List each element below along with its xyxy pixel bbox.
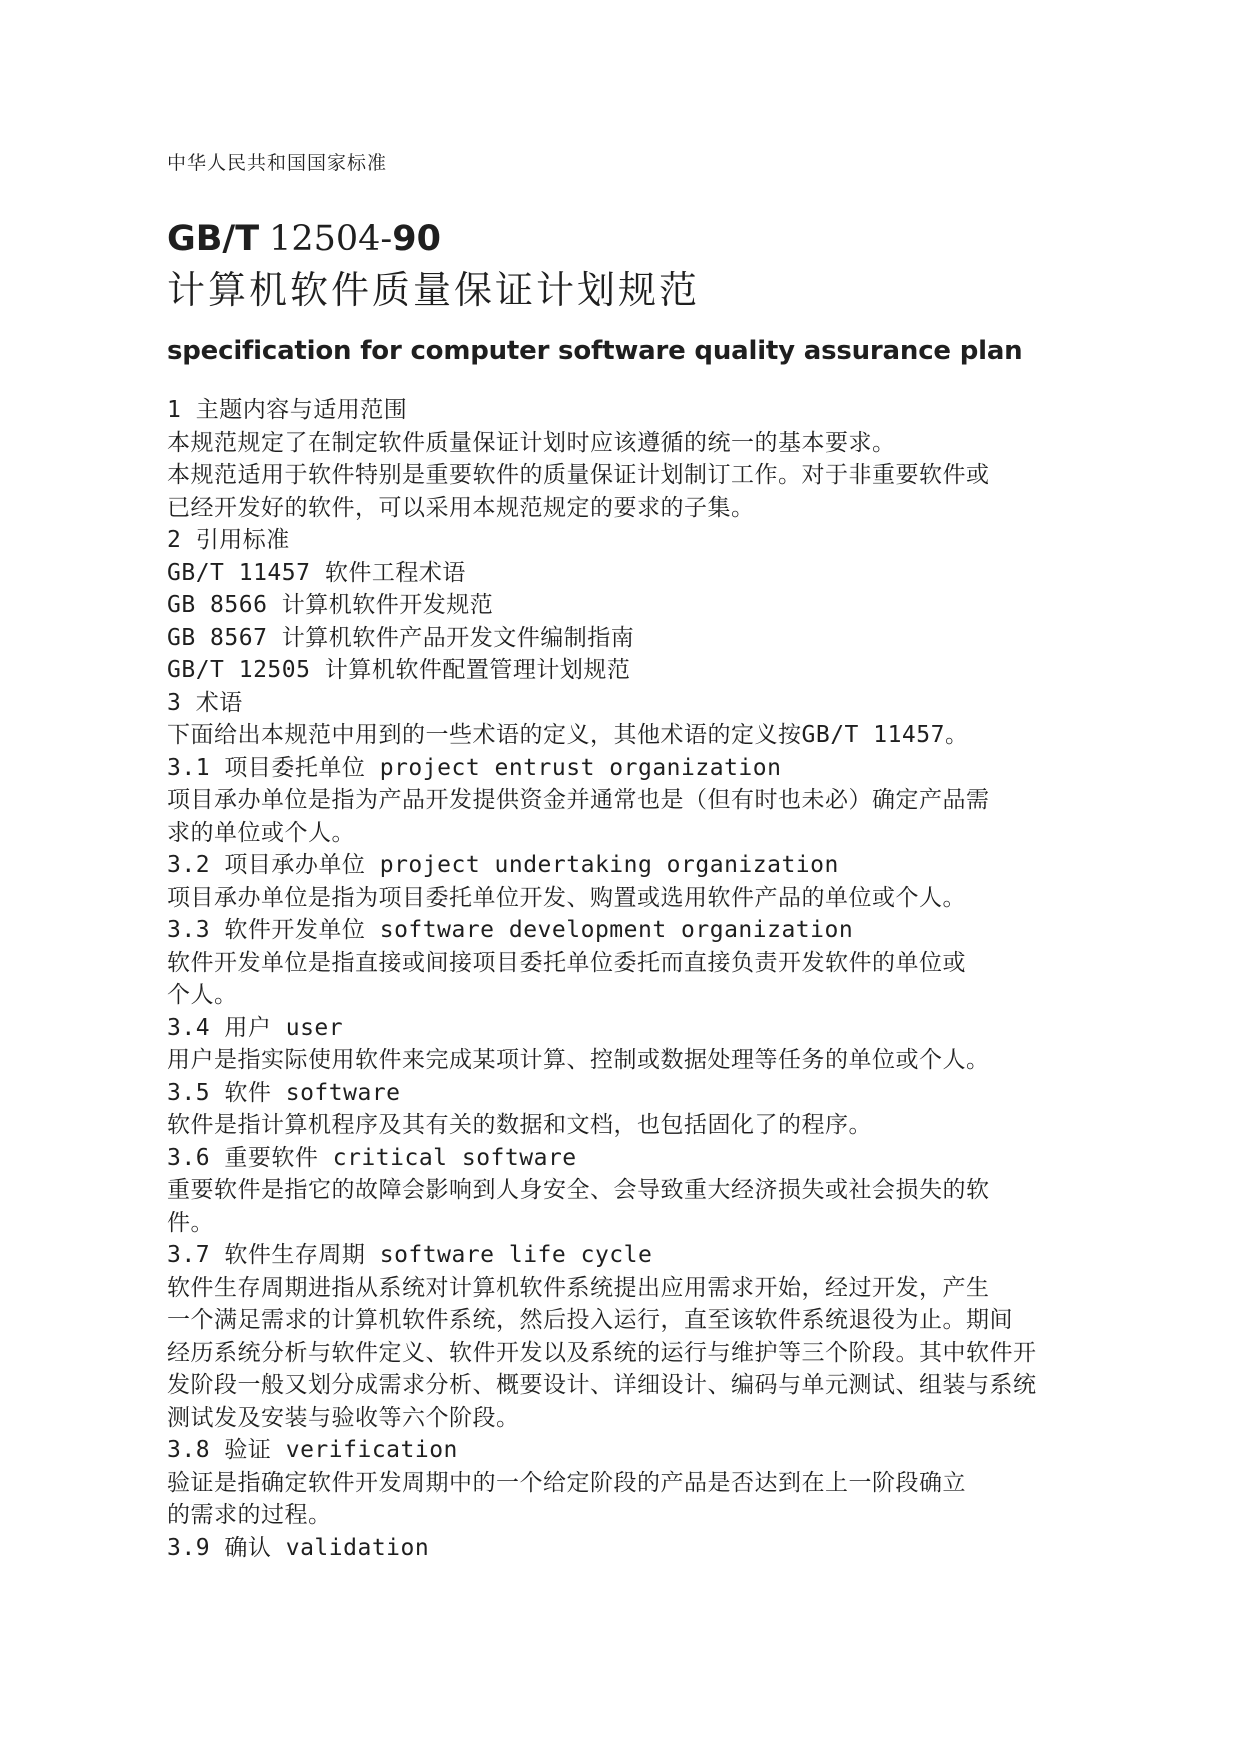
- doc-line: 3.5 软件 software: [167, 1079, 401, 1106]
- doc-line: 重要软件是指它的故障会影响到人身安全、会导致重大经济损失或社会损失的软: [167, 1177, 990, 1203]
- doc-line: 求的单位或个人。: [167, 819, 355, 846]
- doc-line: 软件是指计算机程序及其有关的数据和文档，也包括固化了的程序。: [167, 1112, 872, 1138]
- doc-line: 2 引用标准: [167, 527, 290, 553]
- doc-line: 测试发及安装与验收等六个阶段。: [167, 1404, 520, 1431]
- doc-line: 一个满足需求的计算机软件系统，然后投入运行，直至该软件系统退役为止。期间: [167, 1307, 1013, 1333]
- doc-line: GB/T 12505 计算机软件配置管理计划规范: [167, 657, 631, 683]
- header-kicker: 中华人民共和国国家标准: [167, 152, 388, 174]
- doc-line: 3.9 确认 validation: [167, 1534, 430, 1561]
- doc-line: 用户是指实际使用软件来完成某项计算、控制或数据处理等任务的单位或个人。: [167, 1047, 990, 1073]
- doc-line: 软件生存周期进指从系统对计算机软件系统提出应用需求开始，经过开发，产生: [167, 1274, 990, 1301]
- doc-line: 项目承办单位是指为产品开发提供资金并通常也是（但有时也未必）确定产品需: [167, 787, 990, 813]
- document: [167, 0, 1077, 1564]
- doc-line: 已经开发好的软件，可以采用本规范规定的要求的子集。: [167, 494, 755, 521]
- document-title-cn: 计算机软件质量保证计划规范: [167, 268, 701, 312]
- standard-number-digits: 12504-: [269, 219, 393, 259]
- doc-line: 3.8 验证 verification: [167, 1437, 458, 1463]
- doc-line: 1 主题内容与适用范围: [167, 397, 408, 423]
- doc-line: 验证是指确定软件开发周期中的一个给定阶段的产品是否达到在上一阶段确立: [167, 1469, 966, 1496]
- doc-line: GB 8567 计算机软件产品开发文件编制指南: [167, 624, 635, 651]
- doc-line: 3.2 项目承办单位 project undertaking organization: [167, 852, 839, 878]
- doc-line: GB 8566 计算机软件开发规范: [167, 592, 494, 618]
- doc-line: GB/T 11457 软件工程术语: [167, 559, 466, 586]
- document-title-en: specification for computer software quality assurance plan: [167, 336, 1023, 366]
- doc-line: 软件开发单位是指直接或间接项目委托单位委托而直接负责开发软件的单位或: [167, 949, 966, 976]
- doc-line: 件。: [167, 1209, 214, 1236]
- doc-line: 3.1 项目委托单位 project entrust organization: [167, 754, 782, 781]
- standard-number: [167, 219, 1077, 266]
- doc-line: 3.7 软件生存周期 software life cycle: [167, 1242, 653, 1268]
- doc-line: 本规范规定了在制定软件质量保证计划时应该遵循的统一的基本要求。: [167, 429, 896, 456]
- doc-line: 的需求的过程。: [167, 1502, 332, 1528]
- doc-line: 3.3 软件开发单位 software development organization: [167, 917, 854, 943]
- standard-prefix: GB/T: [167, 219, 260, 259]
- doc-line: 3.4 用户 user: [167, 1014, 344, 1041]
- doc-line: 个人。: [167, 982, 238, 1008]
- standard-suffix: 90: [392, 219, 441, 259]
- doc-line: 下面给出本规范中用到的一些术语的定义，其他术语的定义按GB/T 11457。: [167, 722, 969, 748]
- document-body: [167, 394, 1077, 1564]
- doc-line: 发阶段一般又划分成需求分析、概要设计、详细设计、编码与单元测试、组装与系统: [167, 1372, 1037, 1398]
- doc-line: 3 术语: [167, 689, 243, 716]
- doc-line: 项目承办单位是指为项目委托单位开发、购置或选用软件产品的单位或个人。: [167, 884, 966, 911]
- doc-line: 经历系统分析与软件定义、软件开发以及系统的运行与维护等三个阶段。其中软件开: [167, 1339, 1037, 1366]
- doc-line: 本规范适用于软件特别是重要软件的质量保证计划制订工作。对于非重要软件或: [167, 462, 990, 488]
- doc-line: 3.6 重要软件 critical software: [167, 1144, 577, 1171]
